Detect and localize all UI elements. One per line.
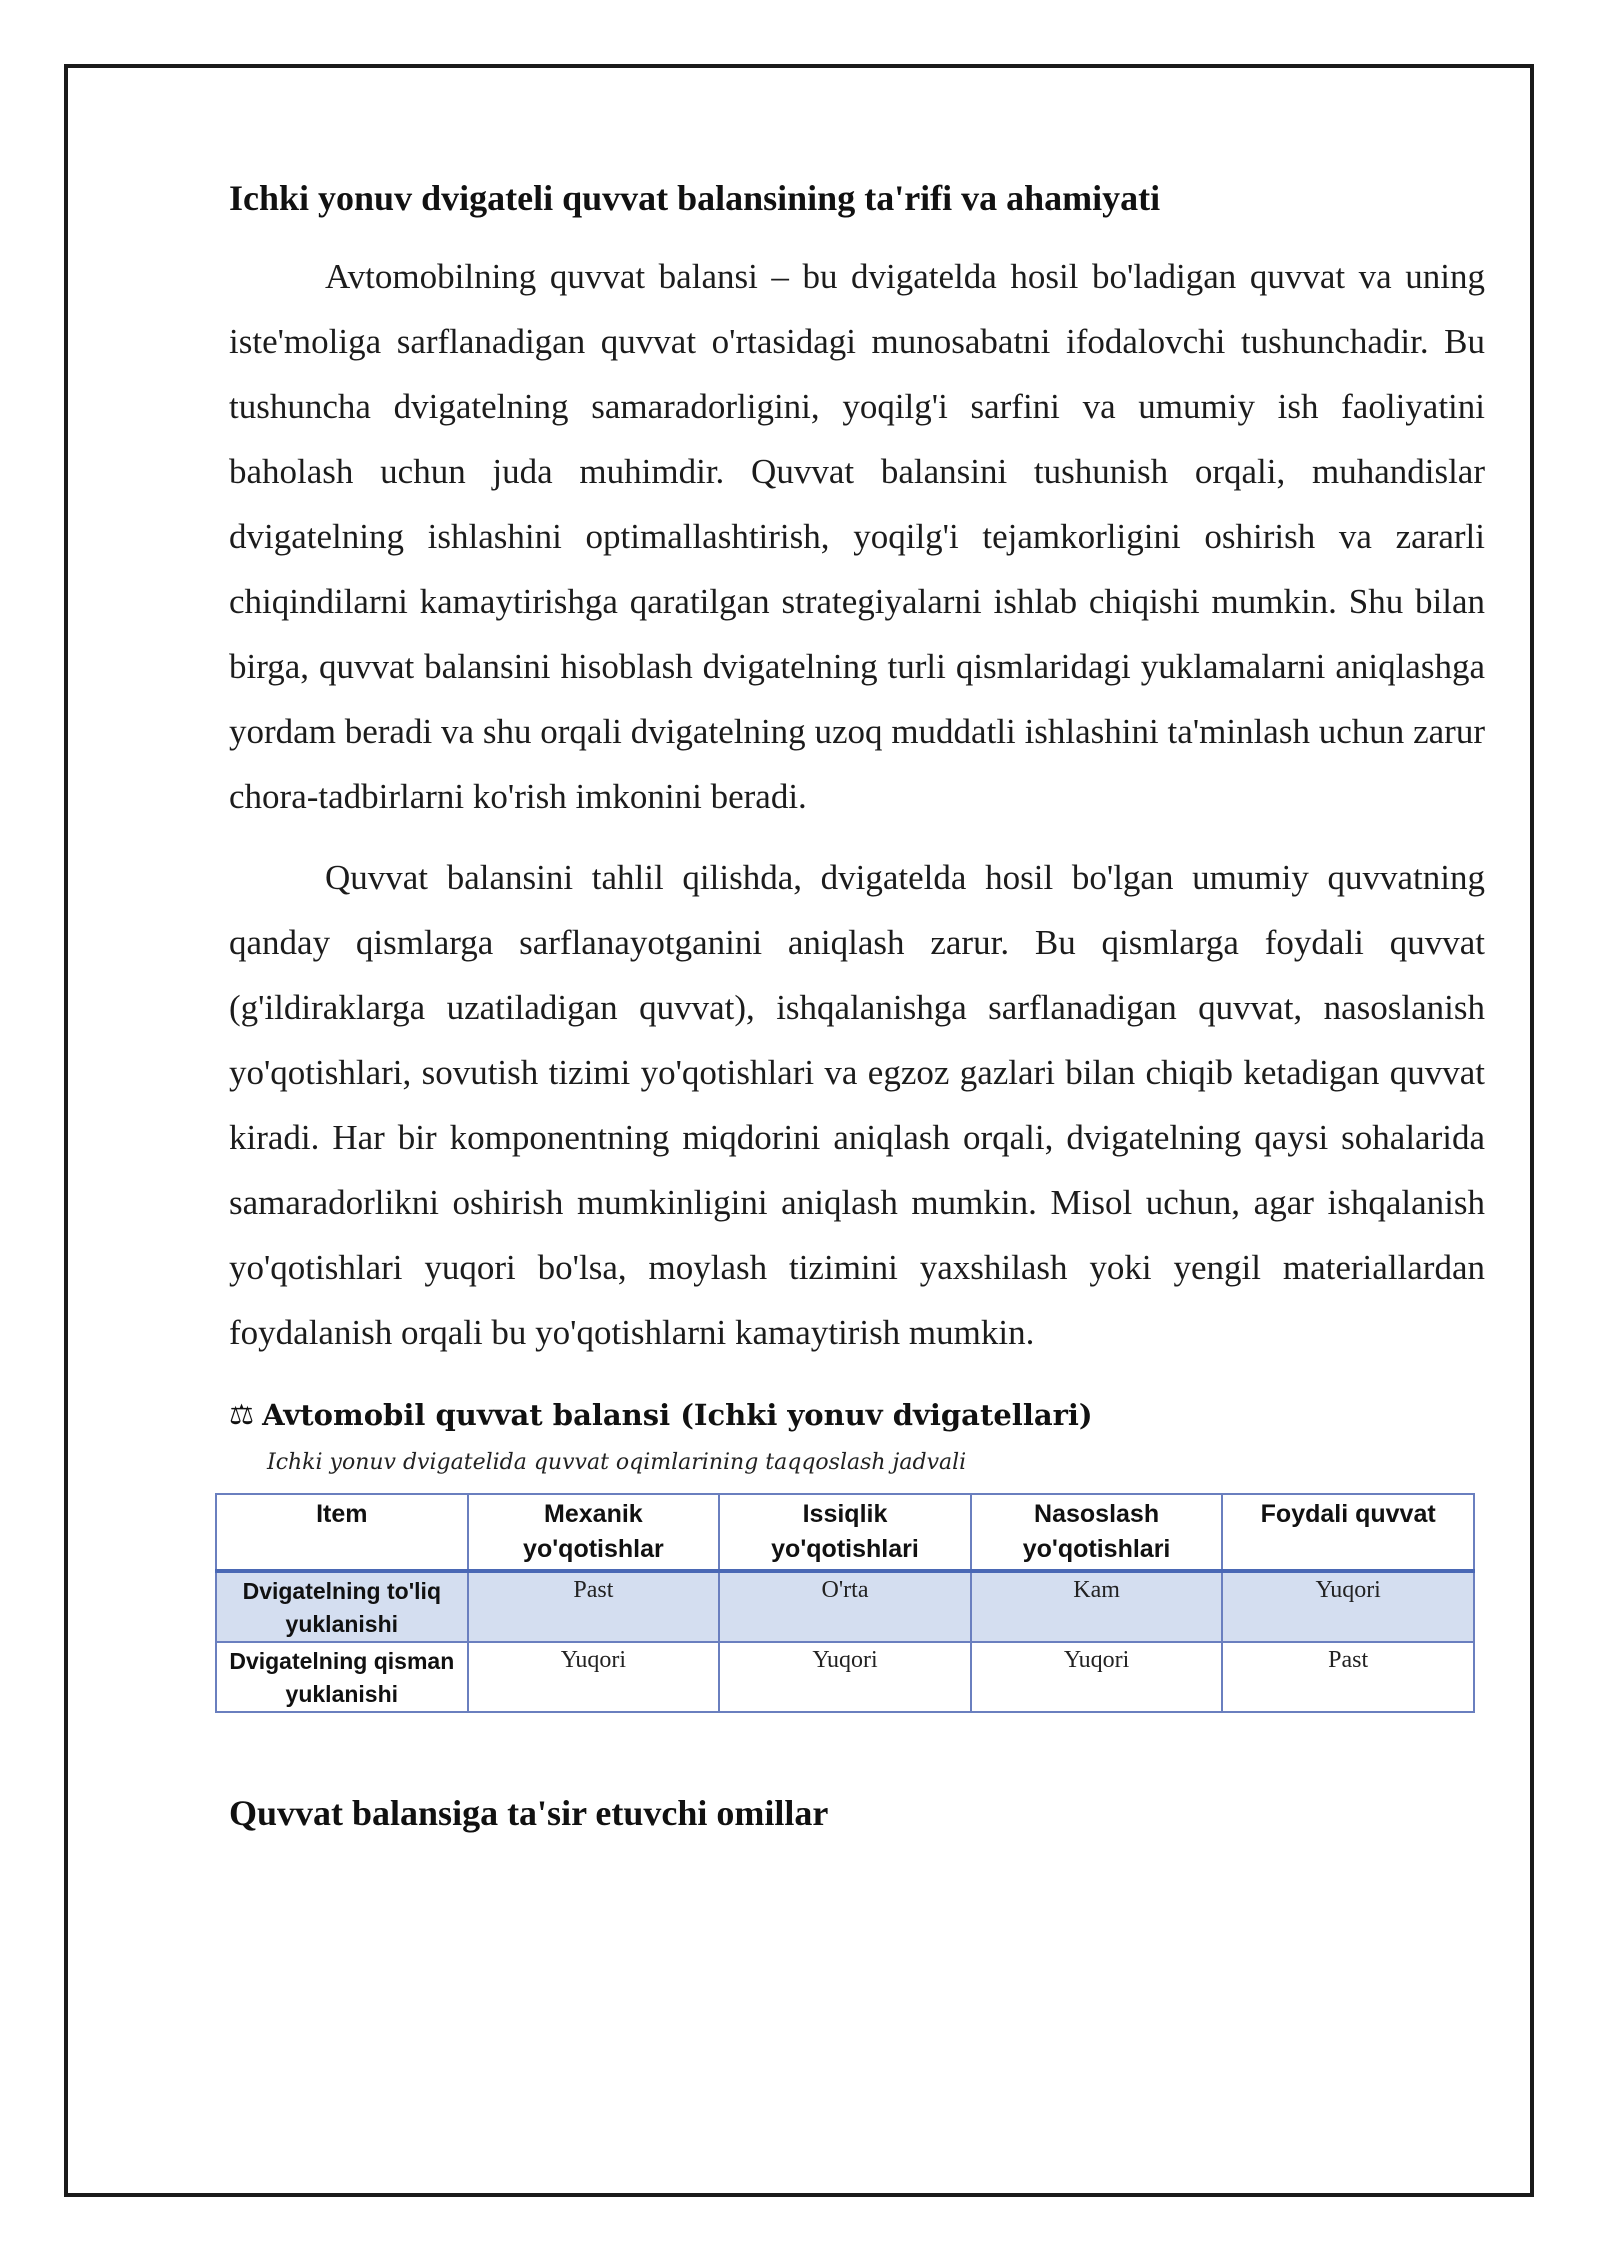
section-heading: Ichki yonuv dvigateli quvvat balansining ta'rifi va ahamiyati [229,178,1161,218]
section-heading: Quvvat balansiga ta'sir etuvchi omillar [229,1793,829,1833]
balance-scale-icon: ⚖ [229,1398,255,1431]
body-paragraph: Quvvat balansini tahlil qilishda, dvigatelda hosil bo'lgan umumiy quvvatning qanday qismlarga sarflanayotganini aniqlash zarur. Bu qismlarga foydali quvvat (g'ildiraklarga uzatiladigan quvvat), ishqalanishga sarflanadigan quvvat, nasoslanish yo'qotishlari, sovutish tizimi yo'qotishlari va egzoz gazlari bilan chiqib ketadigan quvvat kiradi. Har bir komponentning miqdorini aniqlash orqali, dvigatelning qaysi sohalarida samaradorlikni oshirish mumkinligini aniqlash mumkin. Misol uchun, agar ishqalanish yo'qotishlari yuqori bo'lsa, moylash tizimini yaxshilash yoki yengil materiallardan foydalanish orqali bu yo'qotishlarni kamaytirish mumkin. [229,858,1485,1352]
table-title-text: Avtomobil quvvat balansi (Ichki yonuv dvigatellari) [262,1398,1093,1432]
column-header: Mexanik yo'qotishlar [468,1494,720,1571]
table-caption: Ichki yonuv dvigatelida quvvat oqimlarining taqqoslash jadvali [267,1450,967,1475]
table-cell: Yuqori [468,1642,720,1712]
column-header: Nasoslash yo'qotishlari [971,1494,1223,1571]
table-block [229,1395,1485,1713]
table-cell: Yuqori [971,1642,1223,1712]
document-content [229,168,1485,1843]
column-header: Foydali quvvat [1222,1494,1474,1571]
table-cell: Yuqori [1222,1571,1474,1642]
table-row [216,1642,1474,1712]
table-row [216,1571,1474,1642]
table-cell: Past [1222,1642,1474,1712]
table-title [229,1395,1485,1435]
column-header: Item [216,1494,468,1571]
body-paragraph: Avtomobilning quvvat balansi – bu dvigatelda hosil bo'ladigan quvvat va uning iste'moliga sarflanadigan quvvat o'rtasidagi munosabatni ifodalovchi tushunchadir. Bu tushuncha dvigatelning samaradorligini, yoqilg'i sarfini va umumiy ish faoliyatini baholash uchun juda muhimdir. Quvvat balansini tushunish orqali, muhandislar dvigatelning ishlashini optimallashtirish, yoqilg'i tejamkorligini oshirish va zararli chiqindilarni kamaytirishga qaratilgan strategiyalarni ishlab chiqishi mumkin. Shu bilan birga, quvvat balansini hisoblash dvigatelning turli qismlaridagi yuklamalarni aniqlashga yordam beradi va shu orqali dvigatelning uzoq muddatli ishlashini ta'minlash uchun zarur chora-tadbirlarni ko'rish imkonini beradi. [229,257,1485,816]
table-cell: O'rta [719,1571,971,1642]
table-cell: Yuqori [719,1642,971,1712]
table-cell: Past [468,1571,720,1642]
table-cell: Kam [971,1571,1223,1642]
column-header: Issiqlik yo'qotishlari [719,1494,971,1571]
row-header: Dvigatelning to'liq yuklanishi [216,1571,468,1642]
row-header: Dvigatelning qisman yuklanishi [216,1642,468,1712]
table-header-row [216,1494,1474,1571]
power-balance-table [215,1493,1475,1713]
